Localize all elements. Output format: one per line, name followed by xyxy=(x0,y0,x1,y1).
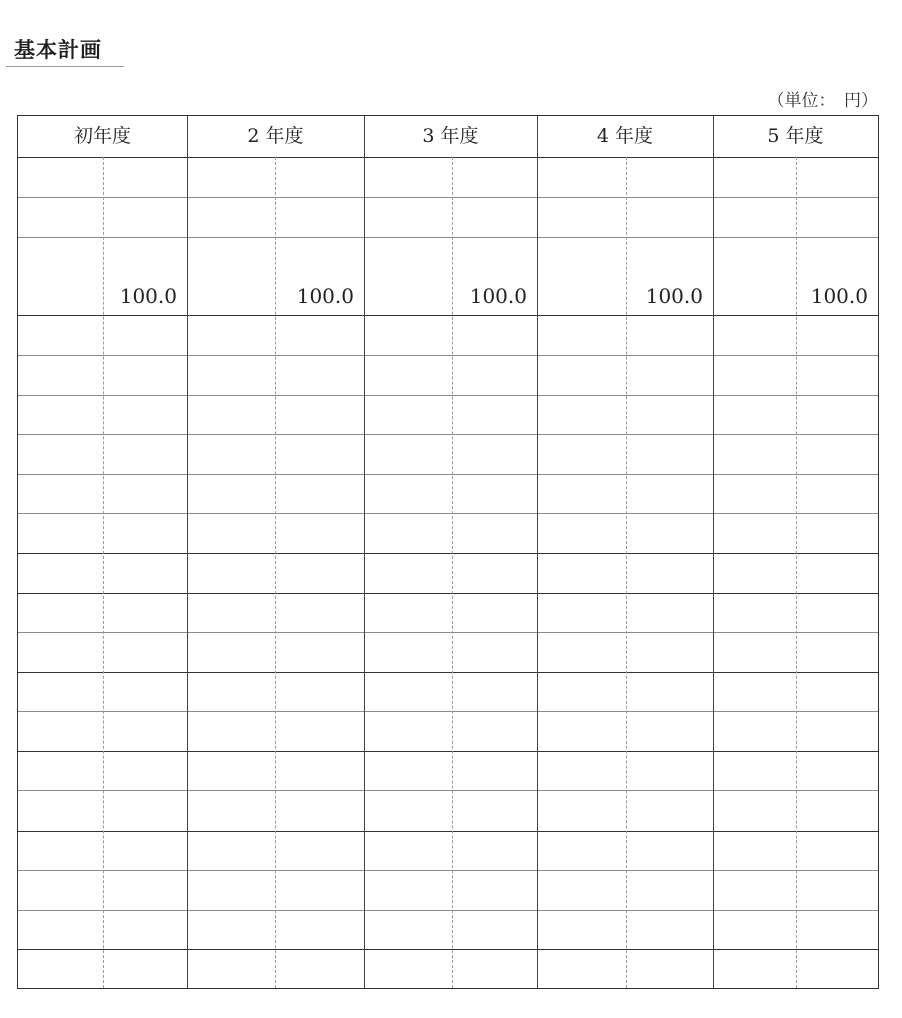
row-rule xyxy=(18,513,878,514)
row-rule xyxy=(18,197,878,198)
row-rule xyxy=(18,632,878,633)
row-rule xyxy=(18,790,878,791)
column-rule xyxy=(187,116,188,988)
year-header-3: 3 年度 xyxy=(422,125,479,147)
total-cell-year-4[interactable]: 100.0 xyxy=(645,284,703,308)
row-rule xyxy=(18,395,878,396)
year-header-1: 初年度 xyxy=(73,125,131,147)
unit-label: （単位： 円） xyxy=(767,91,878,111)
plan-table xyxy=(17,115,879,989)
year-header-4: 4 年度 xyxy=(596,125,654,147)
row-rule xyxy=(18,672,878,673)
row-rule xyxy=(18,434,878,435)
row-rule xyxy=(18,593,878,594)
title-underline xyxy=(6,66,124,67)
row-rule xyxy=(18,355,878,356)
row-rule xyxy=(18,157,878,158)
total-cell-year-3[interactable]: 100.0 xyxy=(469,284,527,308)
row-rule xyxy=(18,831,878,832)
row-rule xyxy=(18,751,878,752)
column-rule xyxy=(364,116,365,988)
total-cell-year-5[interactable]: 100.0 xyxy=(810,284,868,308)
column-rule xyxy=(537,116,538,988)
total-cell-year-1[interactable]: 100.0 xyxy=(119,284,177,308)
row-rule xyxy=(18,553,878,554)
row-rule xyxy=(18,870,878,871)
row-rule xyxy=(18,474,878,475)
row-rule xyxy=(18,315,878,316)
row-rule xyxy=(18,910,878,911)
total-cell-year-2[interactable]: 100.0 xyxy=(296,284,354,308)
row-rule xyxy=(18,237,878,238)
row-rule xyxy=(18,711,878,712)
page-title: 基本計画 xyxy=(14,38,102,62)
year-header-5: 5 年度 xyxy=(767,125,824,147)
year-header-2: 2 年度 xyxy=(247,125,304,147)
row-rule xyxy=(18,949,878,950)
column-rule xyxy=(713,116,714,988)
